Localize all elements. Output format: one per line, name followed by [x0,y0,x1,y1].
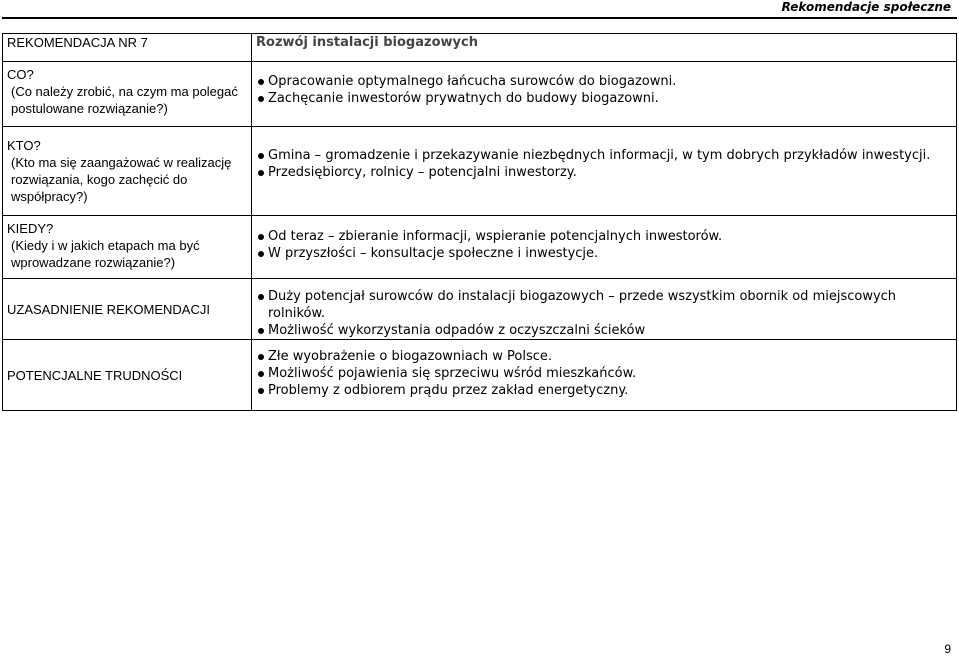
row-kiedy-label: KIEDY? [7,221,54,236]
list-item: Gmina – gromadzenie i przekazywanie niezbędnych informacji, w tym dobrych przykładów inwestycji. [256,147,952,164]
recommendation-title: Rozwój instalacji biogazowych [252,34,957,62]
recommendation-number: REKOMENDACJA NR 7 [3,34,252,62]
list-item: Możliwość wykorzystania odpadów z oczyszczalni ścieków [256,322,952,339]
row-kiedy-question: (Kiedy i w jakich etapach ma być wprowadzane rozwiązanie?) [11,238,200,270]
bullet-icon [258,153,264,159]
page-header-title: Rekomendacje społeczne [781,0,951,14]
bullet-icon [258,328,264,334]
bullet-icon [258,170,264,176]
recommendation-table [2,33,957,411]
row-co [3,62,957,127]
row-kto-label-cell [3,127,252,216]
bullet-icon [258,251,264,257]
row-co-question: (Co należy zrobić, na czym ma polegać postulowane rozwiązanie?) [11,84,238,116]
list-item: Złe wyobrażenie o biogazowniach w Polsce. [256,348,952,365]
row-co-label-cell [3,62,252,127]
list-item: Zachęcanie inwestorów prywatnych do budowy biogazowni. [256,90,952,107]
row-kiedy [3,216,957,279]
row-kto-label: KTO? [7,138,41,153]
row-trudnosci [3,340,957,411]
row-uzasadnienie-content [252,279,957,340]
bullet-icon [258,234,264,240]
row-kto-question: (Kto ma się zaangażować w realizację rozwiązania, kogo zachęcić do współpracy?) [11,155,232,204]
title-row [3,34,957,62]
bullet-icon [258,79,264,85]
list-item: Opracowanie optymalnego łańcucha surowców do biogazowni. [256,73,952,90]
list-item: Problemy z odbiorem prądu przez zakład energetyczny. [256,382,952,399]
list-item: Przedsiębiorcy, rolnicy – potencjalni inwestorzy. [256,164,952,181]
row-co-label: CO? [7,67,34,82]
list-item: Duży potencjał surowców do instalacji biogazowych – przede wszystkim obornik od miejscowych rolników. [256,288,952,322]
bullet-icon [258,388,264,394]
bullet-icon [258,371,264,377]
bullet-icon [258,354,264,360]
list-item: Możliwość pojawienia się sprzeciwu wśród mieszkańców. [256,365,952,382]
row-co-content [252,62,957,127]
row-trudnosci-content [252,340,957,411]
list-item: W przyszłości – konsultacje społeczne i inwestycje. [256,245,952,262]
bullet-icon [258,96,264,102]
page-number: 9 [944,642,951,656]
header-rule [2,17,957,19]
row-kiedy-content [252,216,957,279]
row-uzasadnienie [3,279,957,340]
bullet-icon [258,294,264,300]
row-kto [3,127,957,216]
row-kiedy-label-cell [3,216,252,279]
row-kto-content [252,127,957,216]
row-trudnosci-label: POTENCJALNE TRUDNOŚCI [3,340,252,411]
row-uzasadnienie-label: UZASADNIENIE REKOMENDACJI [3,279,252,340]
list-item: Od teraz – zbieranie informacji, wspieranie potencjalnych inwestorów. [256,228,952,245]
